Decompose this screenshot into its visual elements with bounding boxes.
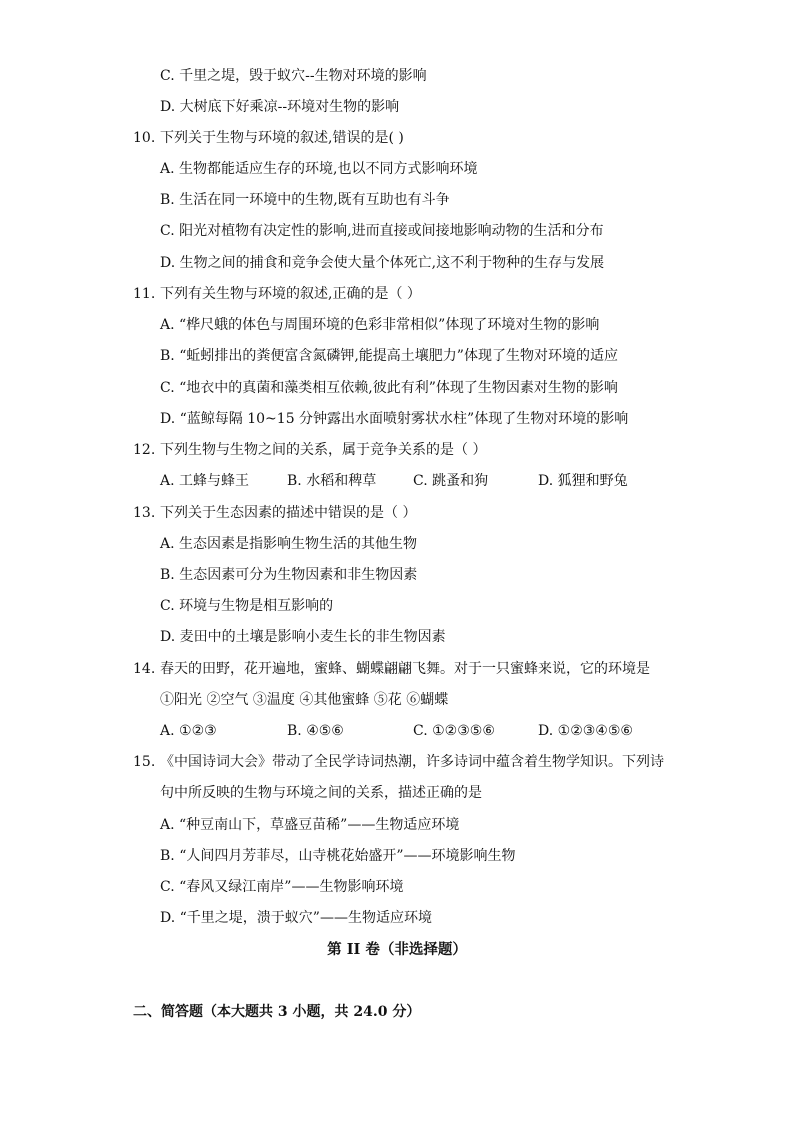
q11-option-b: B. “蚯蚓排出的粪便富含氮磷钾,能提高土壤肥力”体现了生物对环境的适应 xyxy=(160,348,618,364)
q15-stem: 15. 《中国诗词大会》带动了全民学诗词热潮，许多诗词中蕴含着生物学知识。下列诗 xyxy=(133,754,664,770)
q15-stem-continued: 句中所反映的生物与环境之间的关系，描述正确的是 xyxy=(160,785,482,801)
q15-option-c: C. “春风又绿江南岸”——生物影响环境 xyxy=(160,879,404,895)
q13-stem: 13. 下列关于生态因素的描述中错误的是（ ） xyxy=(133,505,417,521)
part-two-title: 二、简答题（本大题共 3 小题，共 24.0 分） xyxy=(133,1004,421,1020)
q12-option-d: D. 狐狸和野兔 xyxy=(538,473,628,489)
q13-option-a: A. 生态因素是指影响生物生活的其他生物 xyxy=(160,536,418,552)
q15-option-b: B. “人间四月芳菲尽，山寺桃花始盛开”——环境影响生物 xyxy=(160,848,516,864)
q10-stem: 10. 下列关于生物与环境的叙述,错误的是( ) xyxy=(133,130,404,146)
q10-option-d: D. 生物之间的捕食和竞争会使大量个体死亡,这不利于物种的生存与发展 xyxy=(160,255,605,271)
q14-option-d: D. ①②③④⑤⑥ xyxy=(538,723,633,739)
q10-option-a: A. 生物都能适应生存的环境,也以不同方式影响环境 xyxy=(160,161,478,177)
q13-option-d: D. 麦田中的土壤是影响小麦生长的非生物因素 xyxy=(160,629,446,645)
q9-option-c: C. 千里之堤，毁于蚁穴--生物对环境的影响 xyxy=(160,68,427,84)
q11-stem: 11. 下列有关生物与环境的叙述,正确的是（ ） xyxy=(133,286,421,302)
q11-option-a: A. “桦尺蛾的体色与周围环境的色彩非常相似”体现了环境对生物的影响 xyxy=(160,317,600,333)
q14-option-b: B. ④⑤⑥ xyxy=(287,723,344,739)
q14-stem: 14. 春天的田野，花开遍地，蜜蜂、蝴蝶翩翩飞舞。对于一只蜜蜂来说，它的环境是 xyxy=(133,661,650,677)
q9-option-d: D. 大树底下好乘凉--环境对生物的影响 xyxy=(160,99,400,115)
q14-option-a: A. ①②③ xyxy=(160,723,217,739)
q14-stem-items: ①阳光 ②空气 ③温度 ④其他蜜蜂 ⑤花 ⑥蝴蝶 xyxy=(160,692,449,708)
q11-option-d: D. “蓝鲸每隔 10~15 分钟露出水面喷射雾状水柱”体现了生物对环境的影响 xyxy=(160,411,629,427)
q13-option-b: B. 生态因素可分为生物因素和非生物因素 xyxy=(160,567,418,583)
q10-option-c: C. 阳光对植物有决定性的影响,进而直接或间接地影响动物的生活和分布 xyxy=(160,223,604,239)
q13-option-c: C. 环境与生物是相互影响的 xyxy=(160,598,334,614)
q12-option-a: A. 工蜂与蜂王 xyxy=(160,473,250,489)
q14-option-c: C. ①②③⑤⑥ xyxy=(413,723,495,739)
q15-option-d: D. “千里之堤，溃于蚁穴”——生物适应环境 xyxy=(160,910,432,926)
q11-option-c: C. “地衣中的真菌和藻类相互依赖,彼此有利”体现了生物因素对生物的影响 xyxy=(160,380,618,396)
q15-option-a: A. “种豆南山下，草盛豆苗稀”——生物适应环境 xyxy=(160,817,460,833)
section-ii-title: 第 II 卷（非选择题） xyxy=(327,941,467,958)
q10-option-b: B. 生活在同一环境中的生物,既有互助也有斗争 xyxy=(160,192,450,208)
q12-stem: 12. 下列生物与生物之间的关系，属于竞争关系的是（ ） xyxy=(133,442,487,458)
q12-option-b: B. 水稻和稗草 xyxy=(287,473,377,489)
q12-option-c: C. 跳蚤和狗 xyxy=(413,473,489,489)
